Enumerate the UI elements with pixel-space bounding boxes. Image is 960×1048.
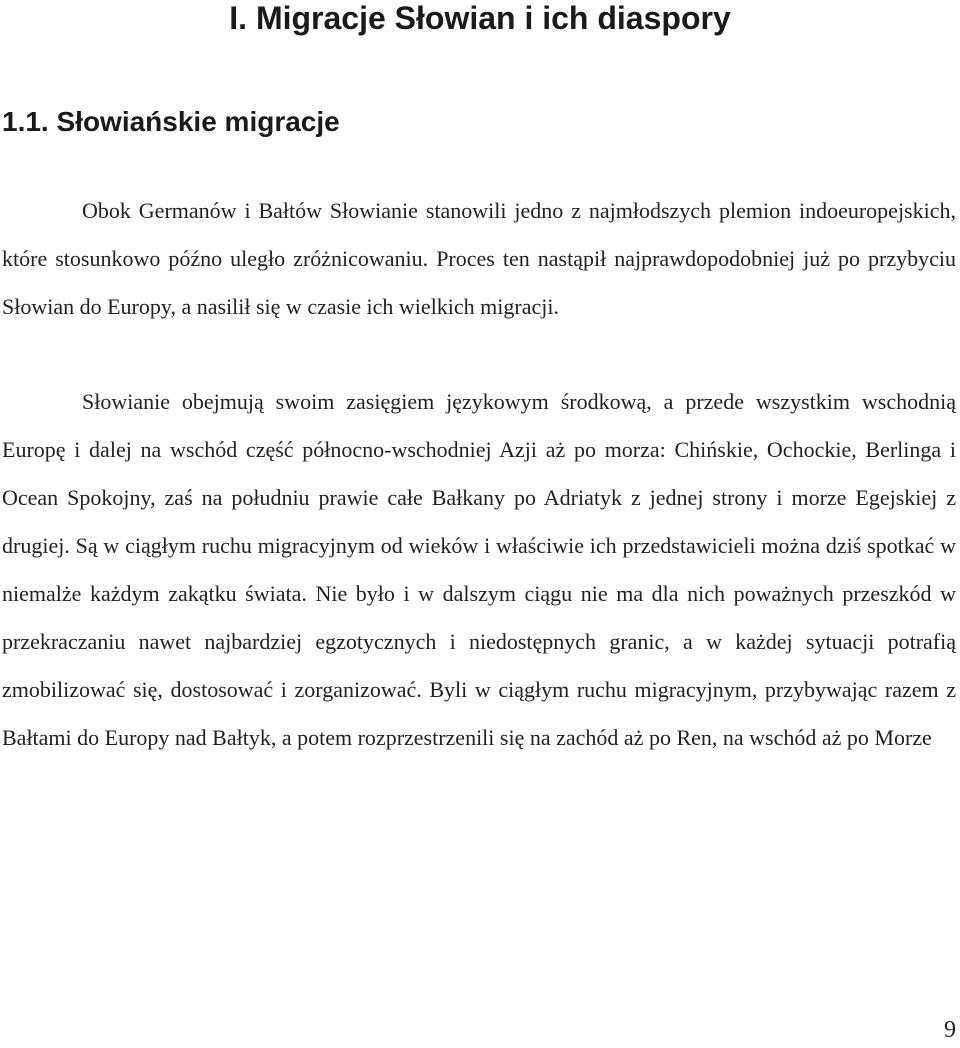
page-number: 9 <box>944 1017 956 1043</box>
body-paragraph-1: Obok Germanów i Bałtów Słowianie stanowili jedno z najmłodszych plemion indoeuropejskich, które stosunkowo późno uległo zróżnicowaniu. Proces ten nastąpił najprawdopodobniej już po przybyciu Słowian do Europy, a nasilił się w czasie ich wielkich migracji. <box>2 198 956 319</box>
section-title: 1.1. Słowiańskie migracje <box>2 106 340 137</box>
chapter-title: I. Migracje Słowian i ich diaspory <box>229 0 731 36</box>
body-paragraph-2: Słowianie obejmują swoim zasięgiem językowym środkową, a przede wszystkim wschodnią Europę i dalej na wschód część północno-wschodniej Azji aż po morza: Chińskie, Ochockie, Berlinga i Ocean Spokojny, zaś na południu prawie całe Bałkany po Adriatyk z jednej strony i morze Egejskiej z drugiej. Są w ciągłym ruchu migracyjnym od wieków i właściwie ich przedstawicieli można dziś spotkać w niemalże każdym zakątku świata. Nie było i w dalszym ciągu nie ma dla nich poważnych przeszkód w przekraczaniu nawet najbardziej egzotycznych i niedostępnych granic, a w każdej sytuacji potrafią zmobilizować się, dostosować i zorganizować. Byli w ciągłym ruchu migracyjnym, przybywając razem z Bałtami do Europy nad Bałtyk, a potem rozprzestrzenili się na zachód aż po Ren, na wschód aż po Morze <box>2 389 956 750</box>
